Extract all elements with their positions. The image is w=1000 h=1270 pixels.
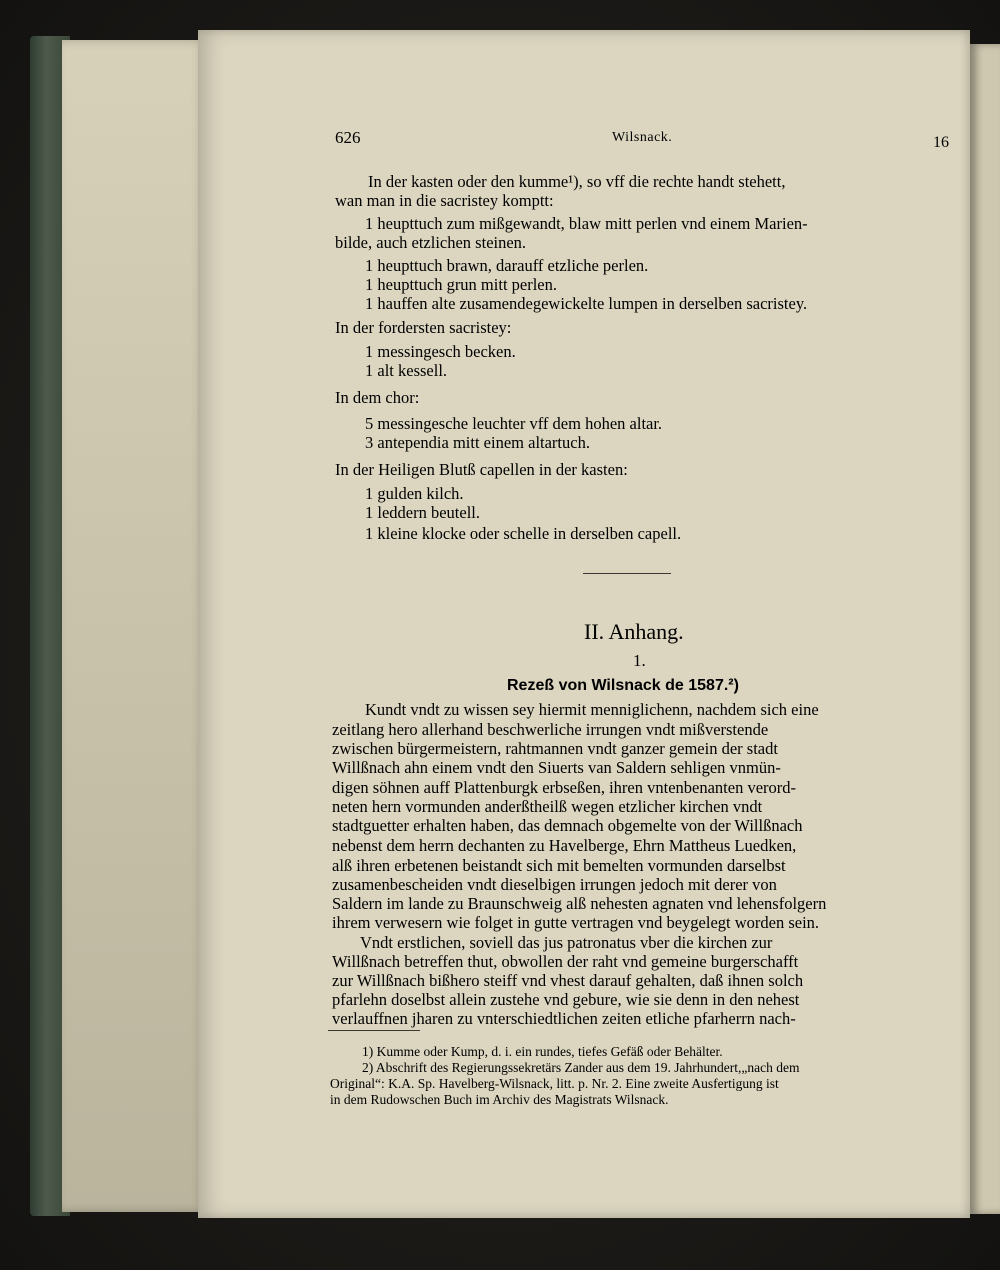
inventory-line: wan man in die sacristey komptt: — [335, 191, 554, 210]
inventory-line: 1 hauffen alte zusamendegewickelte lumpen in derselben sacristey. — [365, 294, 808, 313]
body-line: Willßnach ahn einem vndt den Siuerts van Saldern sehligen vnmün- — [332, 758, 781, 777]
body-line: Saldern im lande zu Braunschweig alß nehesten agnaten vnd lehensfolgern — [332, 894, 827, 913]
inventory-line: In der kasten oder den kumme¹), so vff die rechte handt stehett, — [368, 172, 786, 191]
body-line: stadtguetter erhalten haben, das demnach obgemelte von der Willßnach — [332, 816, 803, 835]
inventory-line: 1 alt kessell. — [365, 361, 448, 380]
inventory-line: In der fordersten sacristey: — [335, 318, 512, 337]
inventory-line: 1 heupttuch zum mißgewandt, blaw mitt perlen vnd einem Marien- — [365, 214, 808, 233]
facing-page-edge — [970, 44, 1000, 1214]
section-number: 1. — [633, 651, 646, 670]
footnote-line: 1) Kumme oder Kump, d. i. ein rundes, tiefes Gefäß oder Behälter. — [362, 1044, 723, 1059]
body-line: nebenst dem herrn dechanten zu Havelberge, Ehrn Mattheus Luedken, — [332, 836, 797, 855]
footnote-line: in dem Rudowschen Buch im Archiv des Magistrats Wilsnack. — [330, 1092, 669, 1107]
inventory-line: 1 gulden kilch. — [365, 484, 464, 503]
body-line: Kundt vndt zu wissen sey hiermit menniglichenn, nachdem sich eine — [365, 700, 819, 719]
body-line: zwischen bürgermeistern, rahtmannen vndt ganzer gemein der stadt — [332, 739, 778, 758]
inventory-line: 1 messingesch becken. — [365, 342, 516, 361]
running-title: Wilsnack. — [612, 130, 673, 145]
inventory-line: 3 antependia mitt einem altartuch. — [365, 433, 590, 452]
body-line: verlauffnen jharen zu vnterschiedtlichen zeiten etliche pfarherrn nach- — [332, 1009, 796, 1028]
page-number: 626 — [335, 128, 361, 147]
body-line: zur Willßnach bißhero steiff vnd vhest darauf gehalten, daß ihnen solch — [332, 971, 804, 990]
footnote-divider — [328, 1030, 420, 1031]
body-line: digen söhnen auff Plattenburgk erbseßen, ihren vntenbenanten verord- — [332, 778, 796, 797]
inventory-line: In der Heiligen Blutß capellen in der kasten: — [335, 460, 628, 479]
inventory-line: 1 kleine klocke oder schelle in derselben capell. — [365, 524, 682, 543]
inventory-line: 1 leddern beutell. — [365, 503, 481, 522]
footnote-line: Original“: K.A. Sp. Havelberg-Wilsnack, litt. p. Nr. 2. Eine zweite Ausfertigung ist — [330, 1076, 779, 1091]
body-line: Willßnach betreffen thut, obwollen der raht vnd gemeine burgerschafft — [332, 952, 799, 971]
inventory-line: bilde, auch etzlichen steinen. — [335, 233, 527, 252]
inventory-line: 1 heupttuch grun mitt perlen. — [365, 275, 557, 294]
right-margin-mark: 16 — [933, 134, 949, 151]
section-title: II. Anhang. — [584, 619, 684, 644]
body-line: zusamenbescheiden vndt dieselbigen irrungen jedoch mit derer von — [332, 875, 777, 894]
inventory-line: 5 messingesche leuchter vff dem hohen altar. — [365, 414, 663, 433]
footnote-line: 2) Abschrift des Regierungssekretärs Zander aus dem 19. Jahrhundert,„nach dem — [362, 1060, 800, 1075]
body-line: alß ihren erbetenen beistandt sich mit bemelten vormunden darselbst — [332, 856, 786, 875]
page-edges-shade — [62, 40, 207, 1212]
inventory-line: In dem chor: — [335, 388, 420, 407]
inventory-line: 1 heupttuch brawn, darauff etzliche perlen. — [365, 256, 649, 275]
section-divider — [583, 573, 671, 574]
body-line: Vndt erstlichen, soviell das jus patronatus vber die kirchen zur — [360, 933, 773, 952]
body-line: pfarlehn doselbst allein zustehe vnd gebure, wie sie denn in den nehest — [332, 990, 800, 1009]
body-line: neten hern vormunden anderßtheilß wegen etzlicher kirchen vndt — [332, 797, 763, 816]
body-line: zeitlang hero allerhand beschwerliche irrungen vndt mißverstende — [332, 720, 769, 739]
document-title: Rezeß von Wilsnack de 1587.²) — [507, 677, 739, 694]
body-line: ihrem verwesern wie folget in gutte vertragen vnd beygelegt worden sein. — [332, 913, 820, 932]
